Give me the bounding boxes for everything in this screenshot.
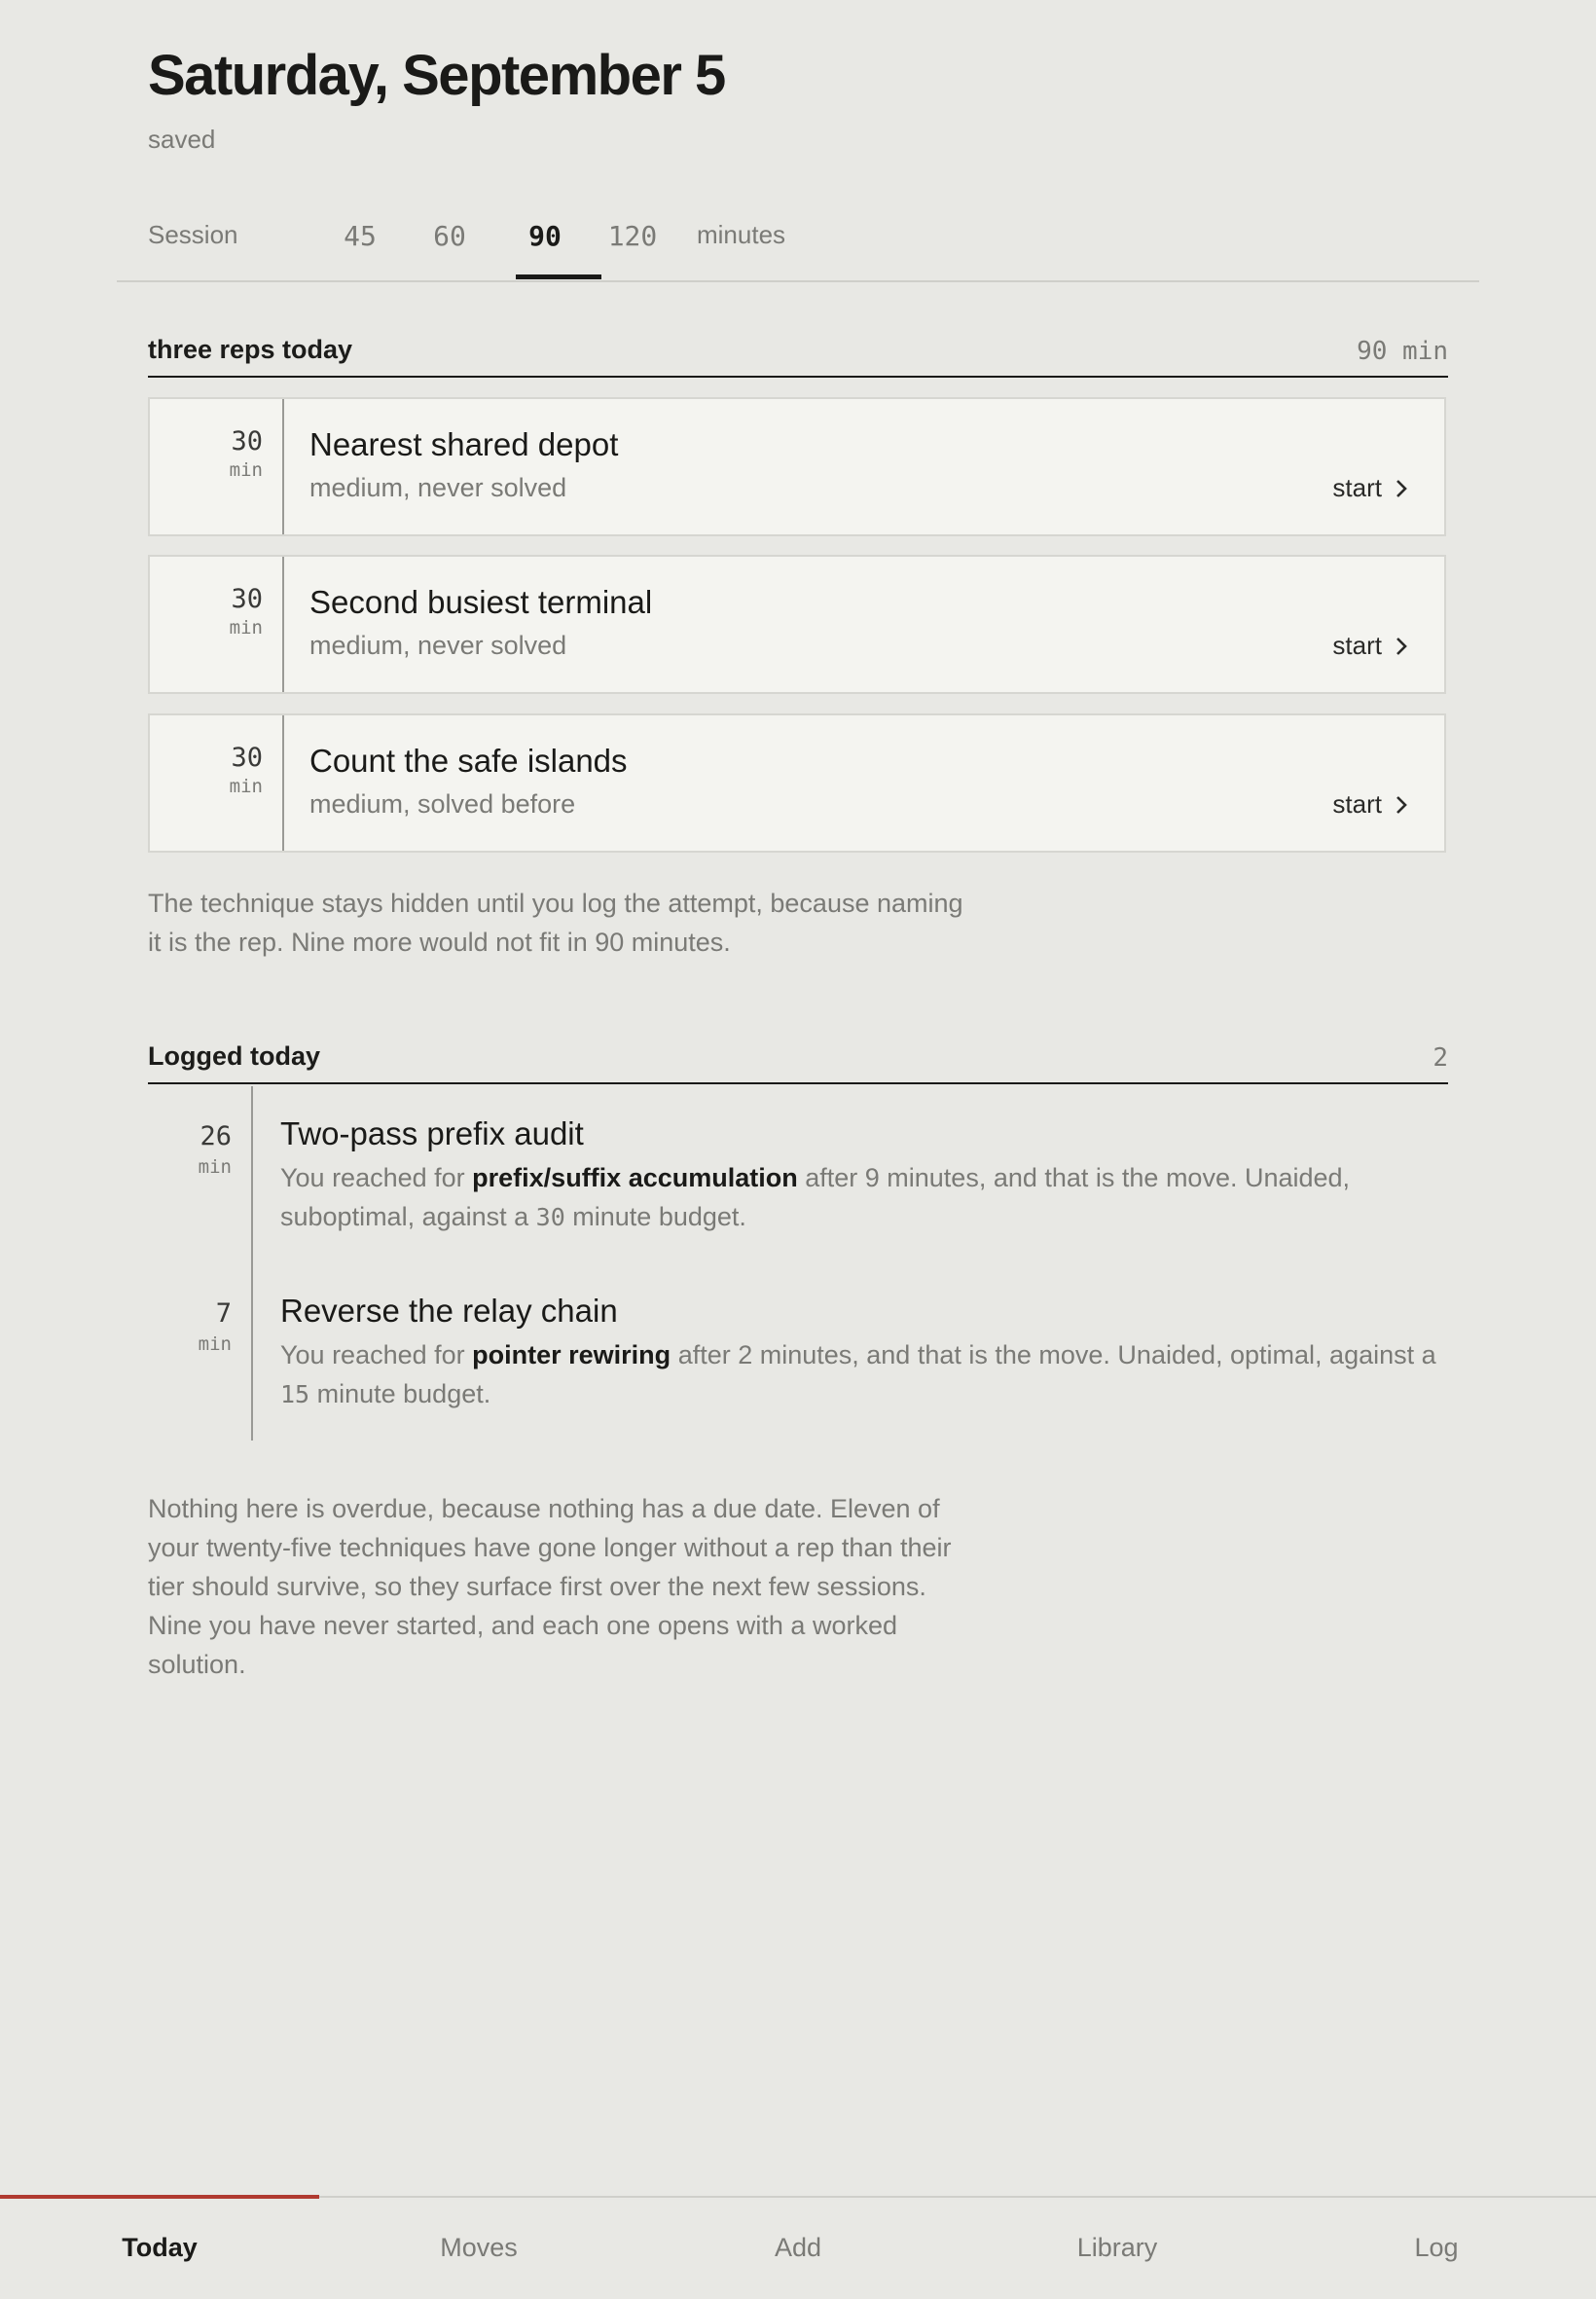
plan-section-header — [148, 327, 1448, 378]
plan-heading: three reps today — [148, 335, 353, 364]
session-option-45[interactable]: 45 — [344, 220, 377, 252]
logged-list — [148, 1086, 1448, 1441]
start-button[interactable] — [1332, 473, 1411, 503]
log-desc-text: minute budget. — [564, 1202, 746, 1231]
rep-duration — [150, 399, 284, 534]
footer-note-line: your twenty-five techniques have gone longer without a rep than their — [148, 1533, 952, 1562]
rep-duration — [150, 557, 284, 692]
footer-note-line: tier should survive, so they surface first over the next few sessions. — [148, 1572, 926, 1601]
footer-note-line: Nothing here is overdue, because nothing has a due date. Eleven of — [148, 1494, 940, 1523]
log-desc-text: after 2 minutes, and that is the move. Unaided, optimal, against a — [671, 1340, 1436, 1369]
log-minutes-unit: min — [198, 1333, 232, 1355]
session-option-60[interactable]: 60 — [433, 220, 466, 252]
session-selected-indicator — [516, 274, 601, 279]
footer-note-line: solution. — [148, 1650, 246, 1679]
plan-note — [148, 884, 1004, 962]
plan-note-line: it is the rep. Nine more would not fit in 90 minutes. — [148, 928, 731, 957]
rep-minutes: 30 — [231, 426, 263, 456]
rep-duration — [150, 715, 284, 851]
rep-status: medium, never solved — [309, 473, 567, 502]
chevron-right-icon — [1392, 635, 1411, 658]
session-option-120[interactable]: 120 — [607, 220, 658, 252]
rep-card[interactable] — [148, 397, 1446, 536]
rep-minutes-unit: min — [229, 459, 263, 481]
nav-log[interactable]: Log — [1414, 2233, 1459, 2262]
session-unit: minutes — [697, 220, 786, 249]
log-description — [280, 1158, 1448, 1237]
rep-minutes: 30 — [231, 584, 263, 614]
rep-name: Nearest shared depot — [309, 426, 619, 462]
nav-moves[interactable]: Moves — [440, 2233, 518, 2262]
rep-status: medium, never solved — [309, 631, 567, 660]
log-technique: prefix/suffix accumulation — [472, 1163, 798, 1192]
log-name: Reverse the relay chain — [280, 1293, 618, 1329]
logged-timeline-rule — [251, 1086, 253, 1441]
start-button[interactable] — [1332, 789, 1411, 820]
rep-minutes-unit: min — [229, 617, 263, 639]
log-description — [280, 1335, 1448, 1414]
session-length-selector — [117, 204, 1479, 282]
page-title: Saturday, September 5 — [148, 44, 725, 107]
rep-card[interactable] — [148, 713, 1446, 853]
session-label: Session — [148, 220, 238, 249]
logged-heading: Logged today — [148, 1041, 320, 1071]
log-technique: pointer rewiring — [472, 1340, 671, 1369]
nav-today[interactable]: Today — [122, 2233, 198, 2262]
chevron-right-icon — [1392, 477, 1411, 500]
plan-note-line: The technique stays hidden until you log the attempt, because naming — [148, 889, 963, 918]
rep-minutes: 30 — [231, 743, 263, 773]
log-desc-text: suboptimal, against a — [280, 1202, 536, 1231]
save-status: saved — [148, 125, 216, 154]
plan-total: 90 min — [1357, 337, 1448, 366]
start-label: start — [1332, 631, 1382, 660]
log-minutes-unit: min — [198, 1156, 232, 1178]
log-desc-text: after 9 minutes, and that is the move. Unaided, — [797, 1163, 1351, 1192]
start-button[interactable] — [1332, 631, 1411, 661]
log-desc-text: You reached for — [280, 1340, 473, 1369]
log-name: Two-pass prefix audit — [280, 1115, 584, 1151]
log-minutes: 7 — [215, 1298, 232, 1329]
rep-minutes-unit: min — [229, 776, 263, 797]
logged-section-header — [148, 1034, 1448, 1084]
chevron-right-icon — [1392, 793, 1411, 817]
footer-note — [148, 1489, 1004, 1684]
logged-count: 2 — [1433, 1043, 1448, 1073]
log-desc-text: You reached for — [280, 1163, 473, 1192]
rep-name: Second busiest terminal — [309, 584, 653, 620]
log-budget: 15 — [280, 1380, 310, 1408]
nav-library[interactable]: Library — [1076, 2233, 1158, 2262]
bottom-nav — [0, 2196, 1596, 2299]
start-label: start — [1332, 473, 1382, 502]
log-desc-text: minute budget. — [309, 1379, 491, 1408]
nav-add[interactable]: Add — [774, 2233, 822, 2262]
log-minutes: 26 — [200, 1121, 232, 1151]
session-option-90[interactable]: 90 — [528, 220, 562, 252]
log-budget: 30 — [535, 1203, 565, 1231]
rep-card[interactable] — [148, 555, 1446, 694]
nav-active-indicator — [0, 2195, 319, 2199]
start-label: start — [1332, 789, 1382, 819]
rep-status: medium, solved before — [309, 789, 576, 819]
footer-note-line: Nine you have never started, and each one opens with a worked — [148, 1611, 897, 1640]
rep-name: Count the safe islands — [309, 743, 628, 779]
